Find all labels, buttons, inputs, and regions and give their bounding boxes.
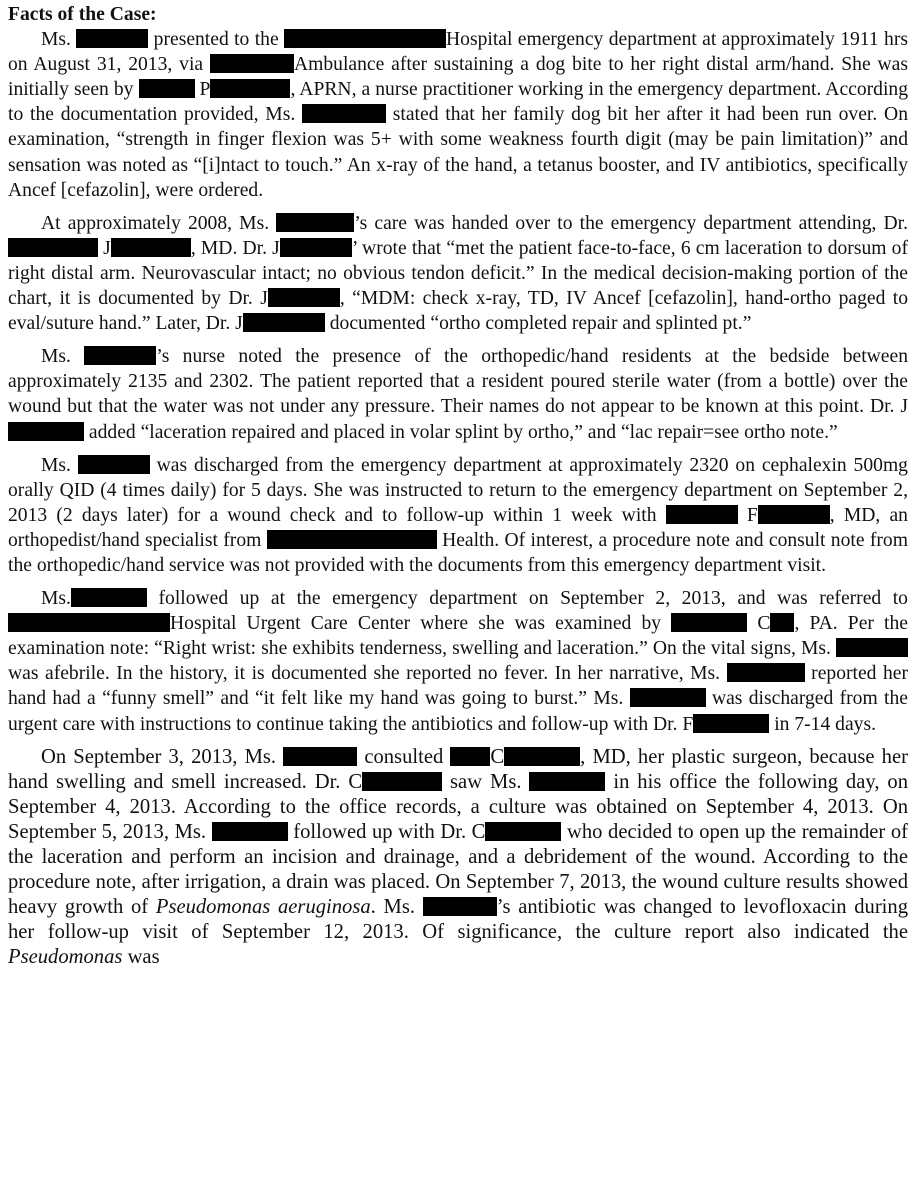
text: Ms. [41, 346, 71, 368]
text: C [490, 745, 505, 768]
text: Ms. [41, 588, 71, 610]
text: followed up with Dr. C [293, 820, 486, 843]
text: , “MDM: check x-ray, TD, IV Ancef [cefazolin], hand-ortho paged to eval/suture hand.” Later, Dr. J [8, 288, 909, 335]
redaction-bar [283, 747, 357, 766]
text: C [757, 613, 771, 635]
text: , MD, her plastic surgeon, because her hand swelling and smell increased. Dr. C [8, 745, 908, 793]
redaction-bar [836, 638, 908, 657]
paragraph-4 [8, 453, 908, 578]
text: Ambulance after sustaining a dog bite to her right distal arm/hand. She was initially seen by [8, 54, 908, 101]
text: was [127, 946, 160, 969]
redaction-bar [450, 747, 490, 766]
text: On September 3, 2013, Ms. [41, 745, 277, 768]
text: P [199, 79, 211, 101]
paragraph-2 [8, 211, 908, 336]
redaction-bar [243, 313, 325, 332]
redaction-bar [210, 79, 290, 98]
redaction-bar [671, 613, 747, 632]
text: in 7-14 days. [774, 713, 876, 735]
text: ’s antibiotic was changed to levofloxacin during her follow-up visit of September 12, 2013. Of significance, the culture report also indicated the [8, 896, 908, 944]
text: stated that her family dog bit her after it had been run over. On examination, “strength in finger flexion was 5+ with some weakness fourth digit (may be pain limitation)” and sensation was noted as “[i]ntact to touch.” An x-ray of the hand, a tetanus booster, and IV antibiotics, specifically Ancef [cefazolin], were ordered. [8, 104, 908, 201]
redaction-bar [8, 613, 170, 632]
redaction-bar [71, 588, 147, 607]
redaction-bar [8, 238, 98, 257]
text: who decided to open up the remainder of the laceration and perform an incision and drainage, and a debridement of the wound. According to the procedure note, after irrigation, a drain was placed. On September 7, 2013, the wound culture results showed heavy growth of [8, 820, 908, 919]
redaction-bar [727, 663, 805, 682]
text: ’ wrote that “met the patient face-to-face, 6 cm laceration to dorsum of right distal arm. Neurovascular intact; no obvious tendon deficit.” In the medical decision-making portion of the chart, it is documented by Dr. J [8, 237, 908, 310]
redaction-bar [212, 822, 288, 841]
organism-name-italic: Pseudomonas [8, 946, 123, 969]
text: , PA. Per the examination note: “Right wrist: she exhibits tenderness, swelling and laceration.” On the vital signs, Ms. [8, 613, 908, 660]
redaction-bar [139, 79, 195, 98]
organism-name-italic: Pseudomonas aeruginosa [155, 896, 371, 919]
redaction-bar [84, 346, 156, 365]
text: J [103, 237, 111, 259]
text: in his office the following day, on September 4, 2013. According to the office records, a culture was obtained on September 4, 2013. On September 5, 2013, Ms. [8, 770, 908, 843]
document-page [8, 2, 908, 978]
text: Health. Of interest, a procedure note and consult note from the orthopedic/hand service was not provided with the documents from this emergency department visit. [8, 529, 908, 576]
text: . Ms. [370, 896, 416, 919]
text: was afebrile. In the history, it is documented she reported no fever. In her narrative, Ms. [8, 663, 721, 685]
paragraph-3 [8, 344, 908, 444]
text: , APRN, a nurse practitioner working in the emergency department. According to the documentation provided, Ms. [8, 79, 908, 126]
text: At approximately 2008, Ms. [41, 212, 270, 234]
redaction-bar [302, 104, 386, 123]
redaction-bar [423, 897, 497, 916]
redaction-bar [362, 772, 442, 791]
redaction-bar [770, 613, 794, 632]
redaction-bar [8, 422, 84, 441]
paragraph-6 [8, 745, 908, 971]
text: ’s nurse noted the presence of the orthopedic/hand residents at the bedside between approximately 2135 and 2302. The patient reported that a resident poured sterile water (from a bottle) over the wound but that the water was not under any pressure. Their names do not appear to be known at this point. Dr. J [8, 346, 908, 418]
paragraph-1 [8, 27, 908, 203]
text: , MD. Dr. J [190, 237, 280, 259]
text: presented to the [153, 29, 279, 51]
text: saw Ms. [450, 770, 522, 793]
redaction-bar [504, 747, 580, 766]
text: reported her hand had a “funny smell” and “it felt like my hand was going to burst.” Ms. [8, 663, 909, 710]
text: F [746, 504, 758, 526]
text: followed up at the emergency department on September 2, 2013, and was referred to [158, 588, 908, 610]
redaction-bar [630, 688, 706, 707]
paragraph-5 [8, 586, 908, 737]
text: Ms. [41, 29, 71, 51]
text: was discharged from the emergency department at approximately 2320 on cephalexin 500mg orally QID (4 times daily) for 5 days. She was instructed to return to the emergency department on September 2, 2013 (2 days later) for a wound check and to follow-up within 1 week with [8, 454, 908, 526]
text: documented “ortho completed repair and splinted pt.” [329, 313, 752, 335]
redaction-bar [111, 238, 191, 257]
redaction-bar [485, 822, 561, 841]
redaction-bar [284, 29, 446, 48]
redaction-bar [666, 505, 738, 524]
text: added “laceration repaired and placed in volar splint by ortho,” and “lac repair=see ortho note.” [88, 421, 838, 443]
text: consulted [364, 745, 444, 768]
redaction-bar [76, 29, 148, 48]
section-heading: Facts of the Case: [8, 4, 157, 25]
text: , MD, an orthopedist/hand specialist from [8, 504, 908, 551]
redaction-bar [268, 288, 340, 307]
text: Ms. [41, 454, 71, 476]
redaction-bar [529, 772, 605, 791]
redaction-bar [78, 455, 150, 474]
text: ’s care was handed over to the emergency department attending, Dr. [354, 212, 908, 234]
redaction-bar [276, 213, 354, 232]
redaction-bar [758, 505, 830, 524]
redaction-bar [693, 714, 769, 733]
redaction-bar [267, 530, 437, 549]
redaction-bar [210, 54, 294, 73]
text: Hospital Urgent Care Center where she was examined by [170, 613, 662, 635]
text: Hospital emergency department at approximately 1911 hrs on August 31, 2013, via [8, 29, 908, 76]
redaction-bar [280, 238, 352, 257]
text: was discharged from the urgent care with instructions to continue taking the antibiotics and follow-up with Dr. F [8, 688, 908, 735]
